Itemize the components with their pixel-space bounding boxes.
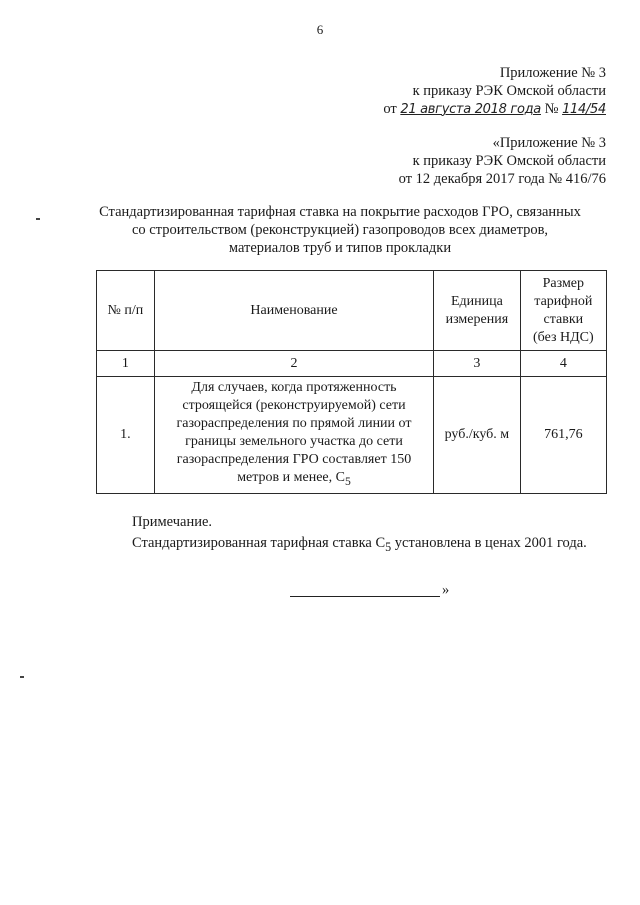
- header-rate-line: тарифной: [534, 293, 593, 309]
- header-unit-line: измерения: [445, 311, 509, 327]
- appendix-reference-new: [383, 64, 606, 119]
- row-name-line: строящейся (реконструируемой) сети: [182, 398, 406, 413]
- title-line: материалов труб и типов прокладки: [228, 240, 452, 256]
- row-name-text: метров и менее, C: [237, 470, 345, 485]
- header-rate: [520, 271, 606, 351]
- subscript: 5: [344, 474, 351, 488]
- appendix-date-line: от 12 декабря 2017 года № 416/76: [398, 171, 606, 187]
- note-block: [132, 512, 587, 558]
- table-header-row: [97, 271, 607, 351]
- date-prefix: от: [383, 101, 397, 117]
- number-label: №: [544, 101, 559, 117]
- signature-line: [290, 580, 440, 597]
- scan-mark: [36, 218, 40, 220]
- column-index: 1: [97, 351, 155, 377]
- header-rate-line: Размер: [542, 275, 585, 291]
- header-name: Наименование: [154, 271, 433, 351]
- column-index: 3: [434, 351, 520, 377]
- appendix-title: «Приложение № 3: [492, 135, 606, 151]
- row-name-line: газораспределения по прямой линии от: [176, 416, 412, 431]
- table-row: [97, 377, 607, 494]
- header-rate-line: ставки: [543, 311, 584, 327]
- header-rate-line: (без НДС): [532, 329, 594, 345]
- scan-mark: [20, 676, 24, 678]
- appendix-date-line: [383, 100, 606, 119]
- column-index: 2: [154, 351, 433, 377]
- row-name-line: [158, 469, 430, 491]
- row-name-line: Для случаев, когда протяженность: [191, 380, 397, 395]
- header-unit-line: Единица: [450, 293, 503, 309]
- handwritten-order-number: 114/54: [562, 102, 606, 117]
- handwritten-date: 21 августа 2018 года: [400, 102, 541, 117]
- row-number: 1.: [97, 377, 155, 494]
- title-line: Стандартизированная тарифная ставка на покрытие расходов ГРО, связанных: [99, 204, 581, 220]
- appendix-reference-old: [399, 134, 606, 188]
- note-text: [132, 533, 587, 558]
- row-name-line: газораспределения ГРО составляет 150: [176, 452, 412, 467]
- note-heading: Примечание.: [132, 514, 213, 530]
- note-text-suffix: установлена в ценах 2001 года.: [391, 535, 587, 551]
- header-number: № п/п: [97, 271, 155, 351]
- appendix-order-ref: к приказу РЭК Омской области: [412, 153, 606, 169]
- closing-quote: »: [442, 582, 450, 598]
- row-unit: руб./куб. м: [434, 377, 520, 494]
- page-number: 6: [316, 22, 324, 37]
- subscript: 5: [385, 539, 392, 554]
- column-index: 4: [520, 351, 606, 377]
- tariff-rate-table: [96, 270, 607, 494]
- header-unit: [434, 271, 520, 351]
- row-name: [154, 377, 433, 494]
- row-rate: 761,76: [520, 377, 606, 494]
- note-text-prefix: Стандартизированная тарифная ставка C: [132, 535, 386, 551]
- document-title: [60, 203, 620, 257]
- column-index-row: [97, 351, 607, 377]
- title-line: со строительством (реконструкцией) газопроводов всех диаметров,: [131, 222, 549, 238]
- appendix-order-ref: к приказу РЭК Омской области: [412, 83, 606, 99]
- row-name-line: границы земельного участка до сети: [185, 434, 403, 449]
- appendix-title: Приложение № 3: [499, 65, 606, 81]
